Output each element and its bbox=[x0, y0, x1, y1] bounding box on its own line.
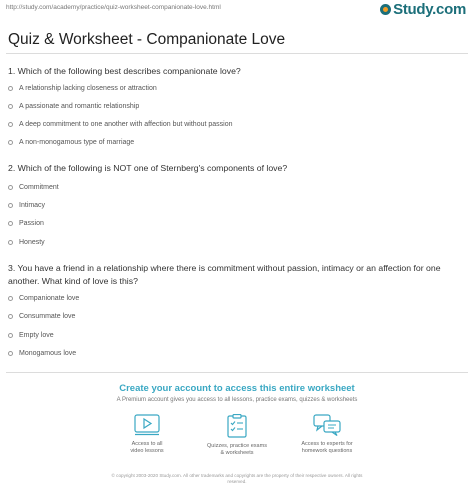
option-label: Companionate love bbox=[19, 294, 80, 302]
study-logo-text: Study.com bbox=[393, 1, 466, 18]
radio-icon[interactable] bbox=[8, 240, 13, 245]
question-2-option-2[interactable] bbox=[8, 200, 45, 210]
question-2-option-1[interactable] bbox=[8, 182, 59, 192]
feature-label-line1: Access to experts for bbox=[301, 441, 353, 447]
question-1-option-2[interactable] bbox=[8, 101, 139, 111]
feature-label-line2: & worksheets bbox=[220, 450, 254, 456]
radio-icon[interactable] bbox=[8, 221, 13, 226]
copyright-line2: reserved. bbox=[227, 479, 247, 484]
page-title: Quiz & Worksheet - Companionate Love bbox=[8, 31, 286, 48]
feature-label-line1: Access to all bbox=[131, 441, 163, 447]
option-label: A relationship lacking closeness or attraction bbox=[19, 84, 157, 92]
radio-icon[interactable] bbox=[8, 203, 13, 208]
quiz-checklist-icon bbox=[226, 414, 248, 438]
top-bar bbox=[0, 0, 474, 18]
study-logo-icon bbox=[380, 4, 391, 15]
option-label: Honesty bbox=[19, 238, 45, 246]
option-label: Monogamous love bbox=[19, 349, 77, 357]
option-label: Intimacy bbox=[19, 201, 46, 209]
radio-icon[interactable] bbox=[8, 296, 13, 301]
cta-divider bbox=[6, 372, 468, 373]
question-3-option-1[interactable] bbox=[8, 293, 79, 303]
page-url: http://study.com/academy/practice/quiz-worksheet-companionate-love.html bbox=[6, 4, 221, 11]
option-label: A deep commitment to one another with affection but without passion bbox=[19, 120, 233, 128]
question-1-text: 1. Which of the following best describes companionate love? bbox=[8, 66, 241, 76]
copyright-notice bbox=[0, 473, 474, 485]
expert-chat-icon bbox=[313, 414, 341, 436]
question-1-option-3[interactable] bbox=[8, 119, 233, 129]
study-logo[interactable] bbox=[380, 1, 466, 18]
option-label: A passionate and romantic relationship bbox=[19, 102, 140, 110]
question-2-option-3[interactable] bbox=[8, 218, 44, 228]
copyright-line1: © copyright 2003-2020 Study.com. All other trademarks and copyrights are the property of their respective owners. All rights bbox=[111, 473, 363, 478]
feature-label-line1: Quizzes, practice exams bbox=[207, 443, 267, 449]
title-divider bbox=[6, 53, 468, 54]
feature-label-line2: video lessons bbox=[130, 448, 164, 454]
question-3-option-4[interactable] bbox=[8, 348, 76, 358]
question-2-option-4[interactable] bbox=[8, 237, 45, 247]
question-3-option-2[interactable] bbox=[8, 311, 75, 321]
radio-icon[interactable] bbox=[8, 333, 13, 338]
cta-heading[interactable]: Create your account to access this entire worksheet bbox=[119, 383, 355, 394]
question-1-option-1[interactable] bbox=[8, 83, 157, 93]
radio-icon[interactable] bbox=[8, 185, 13, 190]
radio-icon[interactable] bbox=[8, 140, 13, 145]
option-label: Consummate love bbox=[19, 312, 76, 320]
question-1-option-4[interactable] bbox=[8, 137, 134, 147]
feature-label-line2: homework questions bbox=[301, 448, 353, 454]
question-3-text: 3. You have a friend in a relationship where there is commitment without passion, intimacy or an affection for one another. What kind of love is this? bbox=[8, 263, 441, 286]
option-label: Empty love bbox=[19, 331, 54, 339]
cta-subheading: A Premium account gives you access to all lessons, practice exams, quizzes & worksheets bbox=[116, 397, 358, 403]
option-label: Passion bbox=[19, 219, 44, 227]
video-player-icon bbox=[134, 414, 160, 436]
radio-icon[interactable] bbox=[8, 86, 13, 91]
radio-icon[interactable] bbox=[8, 122, 13, 127]
question-2-text: 2. Which of the following is NOT one of Sternberg's components of love? bbox=[8, 163, 288, 173]
radio-icon[interactable] bbox=[8, 104, 13, 109]
radio-icon[interactable] bbox=[8, 351, 13, 356]
radio-icon[interactable] bbox=[8, 314, 13, 319]
feature-experts bbox=[272, 414, 382, 455]
option-label: Commitment bbox=[19, 183, 59, 191]
option-label: A non-monogamous type of marriage bbox=[19, 138, 135, 146]
question-3-option-3[interactable] bbox=[8, 330, 54, 340]
